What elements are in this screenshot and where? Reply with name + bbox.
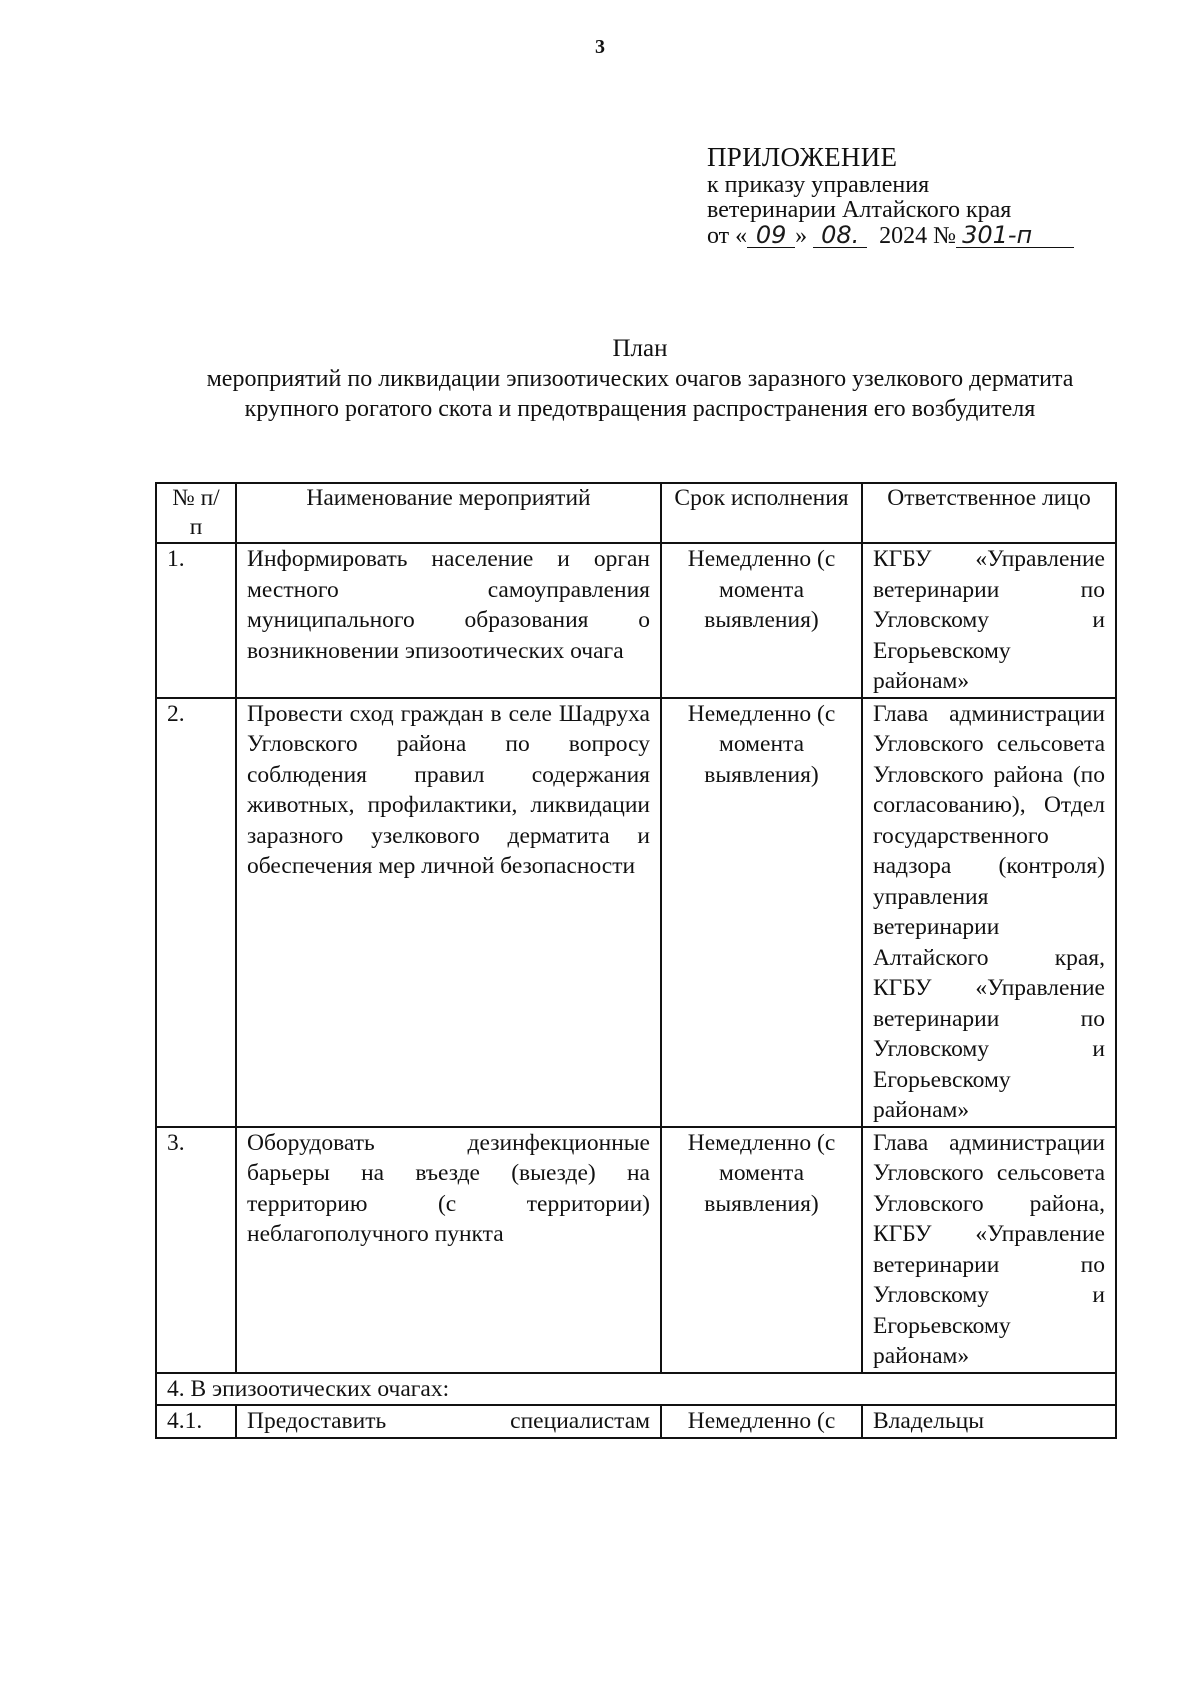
row-number: 1. (156, 543, 236, 698)
row-measure (236, 1405, 661, 1438)
table-header-row (156, 483, 1116, 543)
plan-table (155, 482, 1117, 1439)
handwritten-order-number: 301-п (956, 223, 1074, 248)
row-number: 2. (156, 698, 236, 1127)
header-name: Наименование мероприятий (236, 483, 661, 543)
table-row (156, 543, 1116, 698)
header-responsible: Ответственное лицо (862, 483, 1116, 543)
year-and-number-sign: 2024 № (879, 223, 957, 249)
row-measure: Оборудовать дезинфекционные барьеры на въезде (выезде) на территорию (с территории) неблагополучного пункта (236, 1127, 661, 1373)
appendix-order-line: к приказу управления (707, 172, 930, 198)
row-measure-text: Предоставить специалистам (247, 1408, 650, 1434)
plan-subtitle: мероприятий по ликвидации эпизоотических очагов заразного узелкового дерматита крупного рогатого скота и предотвращения распространения его возбудителя (206, 366, 1074, 422)
row-responsible: КГБУ «Управление ветеринарии по Угловскому и Егорьевскому районам» (862, 543, 1116, 698)
row-term: Немедленно (с момента выявления) (661, 698, 862, 1127)
appendix-department-line: ветеринарии Алтайского края (707, 197, 1012, 223)
row-number: 4.1. (156, 1405, 236, 1438)
table-row (156, 698, 1116, 1127)
page-number: 3 (595, 36, 605, 58)
plan-title-block (200, 334, 1080, 424)
row-number: 3. (156, 1127, 236, 1373)
table-section-row (156, 1373, 1116, 1406)
header-number: № п/п (156, 483, 236, 543)
handwritten-day: 09 (747, 223, 795, 248)
handwritten-month: 08. (813, 223, 867, 248)
row-responsible: Глава администрации Угловского сельсовета Угловского района (по согласованию), Отдел государственного надзора (контроля) управления ветеринарии Алтайского края, КГБУ «Управление ветеринарии по Угловскому и Егорьевскому районам» (862, 698, 1116, 1127)
date-quote-close: » (795, 223, 808, 249)
appendix-title: ПРИЛОЖЕНИЕ (707, 142, 898, 172)
row-term: Немедленно (с момента выявления) (661, 1127, 862, 1373)
row-term: Немедленно (с (661, 1405, 862, 1438)
appendix-block (707, 142, 1074, 249)
appendix-date-line (707, 223, 1074, 249)
plan-heading: План (612, 335, 668, 362)
header-term: Срок исполнения (661, 483, 862, 543)
date-prefix: от « (707, 223, 748, 249)
section-heading: 4. В эпизоотических очагах: (156, 1373, 1116, 1406)
row-term: Немедленно (с момента выявления) (661, 543, 862, 698)
row-responsible: Глава администрации Угловского сельсовета Угловского района, КГБУ «Управление ветеринарии по Угловскому и Егорьевскому районам» (862, 1127, 1116, 1373)
row-measure: Провести сход граждан в селе Шадруха Угловского района по вопросу соблюдения правил содержания животных, профилактики, ликвидации заразного узелкового дерматита и обеспечения мер личной безопасности (236, 698, 661, 1127)
row-measure: Информировать население и орган местного самоуправления муниципального образования о возникновении эпизоотических очага (236, 543, 661, 698)
row-responsible: Владельцы (862, 1405, 1116, 1438)
table-row (156, 1127, 1116, 1373)
table-row (156, 1405, 1116, 1438)
